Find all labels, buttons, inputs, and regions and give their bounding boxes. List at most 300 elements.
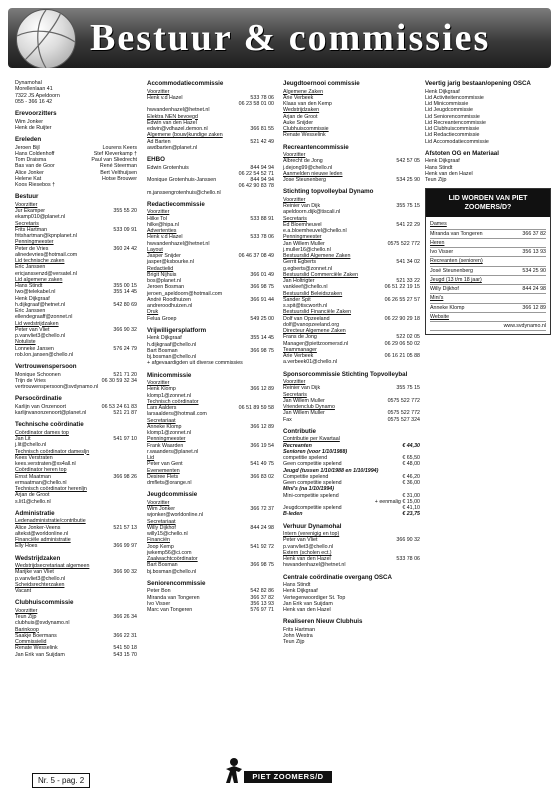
item-text: klomp1@zonnet.nl: [147, 430, 191, 436]
list-item: [430, 267, 546, 276]
item-value: 541 50 18: [113, 645, 137, 652]
item-value: 541 22 29: [396, 221, 420, 228]
item-text: Lid Recreantencommissie: [425, 119, 486, 126]
item-value: € 44,30: [402, 442, 420, 449]
item-text: Jan Willem Muller: [283, 397, 325, 404]
item-value: 355 14 45: [250, 335, 274, 342]
item-text: Contributie per Kwartaal: [283, 436, 340, 443]
item-text: a.verbeek01@chello.nl: [283, 359, 337, 366]
item-value: 549 25 00: [250, 315, 274, 322]
item-text: m.janssengrotenhuis@chello.nl: [147, 189, 221, 196]
item-text: Jan Erik van Suijdam: [15, 651, 65, 658]
item-text: Elektra NEN bevoegd: [147, 113, 198, 120]
item-text: Druk: [147, 309, 159, 316]
item-value: 534 25 90: [522, 267, 546, 274]
item-text: Redactielid: [147, 265, 174, 272]
item-text: Henk van den Hazel: [425, 170, 473, 177]
committee-section: [15, 193, 137, 358]
list-item: [15, 410, 137, 416]
section-title: Veertig jarig bestaan/opening OSCA: [425, 80, 531, 87]
item-text: kees.verstraten@xs4all.nl: [15, 461, 76, 467]
list-item: [430, 248, 546, 257]
item-value: 543 15 70: [113, 651, 137, 658]
item-value: 366 91 44: [250, 296, 274, 303]
item-text: 055 - 366 16 42: [15, 98, 53, 105]
item-value: 576 97 71: [250, 607, 274, 613]
item-text: Jose Steunenberg: [283, 177, 326, 183]
section-title: Wedstrijdzaken: [15, 554, 61, 562]
list-item: [425, 177, 551, 183]
item-text: Hans Stindt: [15, 283, 43, 289]
item-text: willy15@chello.nl: [147, 531, 188, 537]
item-value: 366 26 34: [113, 614, 137, 620]
item-text: Voorzitter: [283, 379, 306, 385]
item-text: Gerrit Egberts: [283, 259, 316, 266]
item-value: 0575 522 772: [387, 410, 420, 417]
item-value: 521 21 87: [113, 410, 137, 416]
item-text: Hans Stindt: [425, 164, 453, 171]
list-item: [147, 316, 274, 322]
item-value: 521 42 49: [250, 138, 274, 145]
committee-section: [283, 144, 420, 184]
committee-section: [283, 428, 420, 518]
list-item: [15, 384, 137, 390]
item-value: 542 82 86: [250, 588, 274, 595]
list-item: [15, 652, 137, 658]
item-text: Voorzitter: [15, 607, 38, 614]
list-item: [430, 257, 546, 266]
item-text: Secretaris: [15, 220, 39, 227]
item-text: Zaalwachtcoördinator: [147, 556, 198, 562]
committee-section: [147, 327, 274, 367]
item-value: 356 13 93: [250, 600, 274, 607]
section-title: Stichting topvolleybal Dynamo: [283, 188, 374, 196]
item-value: € 36,00: [402, 480, 420, 486]
item-text: Frank Waarden: [147, 442, 184, 449]
item-text: Alice Jonker-Veens: [15, 524, 61, 531]
item-value: 356 13 93: [522, 249, 546, 255]
item-text: Jan Willem Muller: [283, 410, 325, 417]
committee-section: [147, 491, 274, 575]
item-text: Eric Janssen: [15, 308, 46, 314]
list-item: [430, 230, 546, 239]
list-item: [15, 352, 137, 358]
item-text: Arie Verbeek: [283, 353, 314, 359]
list-item: [147, 569, 274, 575]
item-text: Monique Grotenhuis-Janssen: [147, 177, 217, 183]
list-item: [430, 285, 546, 294]
infobox-title: LID WORDEN VAN PIET ZOOMERS/D?: [426, 189, 550, 217]
item-text: Voorzitter: [147, 88, 170, 95]
list-item: [147, 360, 274, 366]
item-text: Peter van Vliet: [283, 537, 318, 544]
item-text: Frans de Jong: [283, 334, 317, 341]
item-value: 0575 527 324: [387, 416, 420, 423]
item-text: Recreanten: [283, 442, 312, 449]
item-text: Jeroen Bijl: [15, 144, 40, 151]
item-text: Voorzitter: [15, 201, 38, 208]
item-value: 366 98 75: [250, 347, 274, 354]
item-text: Wedstrijdzaken: [283, 107, 320, 114]
item-text: Eric Janssen: [15, 264, 46, 271]
item-value: 0575 522 772: [387, 397, 420, 404]
item-value: 366 99 97: [113, 543, 137, 550]
committee-section: [283, 80, 420, 139]
item-text: Bas van de Goor: [15, 163, 55, 170]
item-text: larsaalders@hotmail.com: [147, 411, 207, 418]
item-text: j.muller16@chello.nl: [283, 246, 331, 253]
item-text: Ed Bloemheuvel: [283, 221, 322, 228]
item-text: Geen competitie spelend: [283, 480, 342, 486]
item-value: 844 24 98: [522, 286, 546, 292]
item-text: s.spit@tiscworth.nl: [283, 303, 328, 309]
item-text: Desiree Flets: [147, 473, 179, 480]
item-text: Arie Verbeek: [283, 94, 314, 101]
item-text: Elly Hoes: [15, 543, 38, 550]
item-text: Jeugd (tussen 1/10/1988 en 1/10/1994): [283, 467, 379, 474]
committee-section: [15, 363, 137, 390]
item-text: Henk v.d Hazel: [147, 94, 183, 101]
committee-section: [15, 136, 137, 188]
item-text: Intern (verenigig en top): [283, 531, 340, 537]
item-text: Recreanten (senioren): [430, 258, 483, 265]
item-value: € 23,75: [402, 511, 420, 518]
item-text: Lid technische zaken: [15, 258, 65, 264]
item-text: Kees Verstraten: [15, 454, 53, 461]
item-text: Secretaris: [283, 391, 307, 398]
item-value: 06 53 24 61 83: [101, 403, 137, 410]
list-item: [147, 607, 274, 613]
section-title: Recreantencommissie: [283, 143, 349, 151]
item-value: 06 30 59 32 34: [101, 377, 137, 384]
committee-section: [15, 421, 137, 505]
section-title: Administratie: [15, 509, 55, 517]
section-title: Redactiecommissie: [147, 200, 205, 208]
item-value: 533 78 06: [250, 94, 274, 101]
membership-infobox: [425, 188, 551, 335]
item-text: Secretariaat: [147, 417, 176, 424]
item-text: Voorzitter: [283, 196, 306, 203]
committee-section: [15, 555, 137, 595]
item-text: Penningmeester: [147, 436, 186, 443]
item-text: Hilke Tol: [147, 215, 167, 222]
item-text: Saakje Boermans: [15, 632, 57, 639]
item-text: Fax: [283, 416, 292, 423]
section-title: Seniorencommissie: [147, 579, 206, 587]
item-value: 06 51 22 19 15: [384, 284, 420, 291]
item-value: 366 19 54: [250, 442, 274, 449]
item-value: 0575 522 772: [387, 240, 420, 247]
item-text: Koos Riesebos †: [15, 182, 56, 188]
item-value: 366 72 37: [250, 506, 274, 512]
item-value: 366 90 32: [396, 537, 420, 544]
item-value: € 46,20: [402, 473, 420, 480]
item-text: Advertenties: [147, 228, 177, 234]
item-text: Geen competitie spelend: [283, 461, 342, 468]
item-text: Teun Zijp: [425, 177, 447, 183]
item-text: jasper@ksbourke.nl: [147, 259, 194, 266]
page-header: [8, 8, 551, 68]
item-value: 355 14 45: [113, 289, 137, 296]
item-text: Lars Aalders: [147, 405, 177, 411]
item-text: Edwin van den Hazel: [147, 119, 197, 126]
item-text: Brigit Nijhuis: [147, 271, 177, 278]
item-value: 366 98 75: [250, 562, 274, 569]
item-text: Dynamohal: [15, 80, 42, 86]
item-value: 366 12 89: [250, 423, 274, 430]
item-text: Morellenlaan 41: [15, 86, 53, 93]
item-text: 7322 JS Apeldoorn: [15, 92, 60, 99]
item-text: Miranda van Tongeren: [147, 594, 200, 601]
section-title: EHBO: [147, 156, 165, 163]
section-title: Accommodatiecommissie: [147, 80, 224, 87]
item-value: 366 81 55: [250, 126, 274, 132]
list-item: [15, 125, 137, 131]
item-value: 541 34 02: [396, 259, 420, 266]
item-value: 366 98 75: [250, 284, 274, 291]
item-value: + eenmalig € 15,00: [374, 498, 420, 505]
list-item: [283, 607, 420, 613]
item-text: clubhuis@svdynamo.nl: [15, 620, 70, 627]
item-value: 366 37 82: [522, 230, 546, 237]
item-text: Lid Seniorencommissie: [425, 113, 480, 120]
item-text: hwvandenhazel@hetnet.nl: [147, 240, 210, 247]
item-text: Trijn de Vries: [15, 377, 46, 384]
item-value: 844 24 98: [250, 524, 274, 531]
item-text: Frits Hartman: [283, 626, 316, 633]
item-text: karlijnvanonzenoort@planet.nl: [15, 410, 87, 416]
item-text: Alice Jonker: [15, 169, 44, 176]
item-text: Hans Coldenhoff: [15, 150, 55, 157]
section-title: Minicommissie: [147, 371, 192, 379]
volleyball-player-icon: [222, 757, 246, 785]
item-text: Anneke Klomp: [430, 304, 465, 311]
item-text: Clubhuiscommissie: [283, 126, 329, 132]
item-text: Voorzitter: [147, 380, 170, 386]
item-text: Henk Dijkgraaf: [283, 588, 318, 595]
item-value: 06 42 90 83 78: [238, 183, 274, 190]
item-value: 542 80 69: [113, 301, 137, 308]
item-text: Edwin Grotenhuis: [147, 164, 189, 171]
item-text: Technisch coördinator herenljn: [15, 486, 87, 492]
item-text: bj.bosman@chello.nl: [147, 568, 197, 575]
list-item: [147, 145, 274, 151]
item-text: Lid wedstrijdzaken: [15, 320, 59, 327]
item-value: 366 22 31: [113, 632, 137, 639]
committee-section: [283, 574, 420, 614]
item-value: Bert Velthuijsen: [100, 169, 137, 176]
item-text: Dames: [430, 221, 447, 228]
section-title: Bestuur: [15, 193, 39, 201]
item-text: apeldoorn.dijk@tiscali.nl: [283, 209, 341, 216]
item-text: g.egberts@zonnet.nl: [283, 265, 332, 272]
item-text: bos@planet.nl: [147, 278, 181, 284]
item-text: Helene Kat: [15, 175, 42, 182]
list-item: [15, 182, 137, 188]
item-text: Reinier van Dijk: [283, 385, 321, 392]
list-item: [283, 639, 420, 645]
item-text: Lid Minicommissie: [425, 101, 469, 107]
list-item: [430, 239, 546, 248]
item-value: 521 57 13: [113, 524, 137, 531]
item-text: André Roodhuizen: [147, 296, 191, 303]
list-item: [283, 511, 420, 517]
item-text: Vertegenwoordiger St. Top: [283, 594, 346, 601]
committee-section: [15, 599, 137, 658]
item-value: 366 98 26: [113, 473, 137, 480]
item-text: Voorzitter: [147, 499, 170, 506]
committee-section: [147, 201, 274, 322]
item-value: 533 09 91: [113, 226, 137, 233]
item-text: Jan Lit: [15, 436, 31, 442]
item-text: Notuliste: [15, 339, 36, 346]
item-text: r.waanders@planet.nl: [147, 448, 199, 455]
item-value: € 31,00: [402, 492, 420, 499]
item-text: Hans Stindt: [283, 582, 311, 588]
committee-section: [283, 371, 420, 423]
item-value: Paul van Sliedrecht: [91, 157, 137, 163]
item-text: Marijke van Vliet: [15, 569, 54, 576]
item-text: Bart Bosman: [147, 347, 178, 354]
item-text: Ivo Visser: [147, 600, 171, 607]
item-value: 355 75 15: [396, 385, 420, 392]
item-value: 534 25 90: [396, 177, 420, 183]
item-text: Mini-competitie spelend: [283, 492, 339, 499]
item-value: 06 26 55 27 57: [384, 296, 420, 303]
item-value: 576 24 79: [113, 345, 137, 352]
item-text: Teammanager: [283, 346, 317, 353]
list-item: [430, 220, 546, 229]
item-text: Website: [430, 313, 450, 320]
item-text: Bestuurslid Financiële Zaken: [283, 309, 352, 316]
item-value: 355 55 20: [113, 208, 137, 214]
item-value: 366 12 89: [250, 386, 274, 393]
item-text: Lid Redactiecommissie: [425, 132, 480, 139]
committee-section: [283, 618, 420, 645]
item-text: ermaatman@chello.nl: [15, 479, 67, 486]
committee-section: [425, 80, 551, 145]
item-text: j.lit@chello.nl: [15, 442, 47, 449]
item-text: Lid Accomodatiecommissie: [425, 138, 489, 145]
item-text: Technisch coördinator damesljn: [15, 448, 90, 455]
item-text: competitie spelend: [283, 455, 328, 461]
item-text: klomp1@zonnet.nl: [147, 392, 191, 399]
item-text: Penningmeester: [15, 239, 54, 246]
item-text: Henk Dijkgraaf: [147, 335, 182, 342]
item-text: Jan Willem Muller: [283, 240, 325, 247]
item-text: j.dejong99@chello.nl: [283, 164, 333, 171]
item-text: Wim Jonker: [147, 506, 175, 512]
committee-section: [15, 80, 137, 105]
item-text: Algemene (bouw)kundige zaken: [147, 132, 223, 139]
item-value: € 41,10: [402, 505, 420, 511]
item-text: Monique Schoonen: [15, 371, 61, 378]
column-2: [147, 80, 274, 618]
item-text: Frits Hartman: [15, 226, 48, 233]
list-item: [430, 304, 546, 313]
item-text: Jan Erik van Suijdam: [283, 600, 333, 607]
list-item: [430, 313, 546, 322]
list-item: [430, 276, 546, 285]
section-title: Contributie: [283, 427, 316, 435]
item-text: Jeroen Bosman: [147, 284, 185, 291]
item-text: Barinkoop: [15, 626, 39, 633]
list-item: [425, 139, 551, 145]
item-text: wjonker@worldonline.nl: [147, 512, 204, 519]
item-text: Peter van Vliet: [15, 326, 50, 333]
item-text: Evenementen: [147, 467, 180, 474]
item-value: 360 24 42: [113, 245, 137, 252]
list-item: [15, 543, 137, 549]
section-title: Vertrouwenspersoon: [15, 363, 77, 370]
list-item: [283, 177, 420, 183]
item-text: hilke@hipa.nl: [147, 221, 179, 228]
item-value: 06 22 54 52 71: [238, 170, 274, 177]
column-4: [425, 80, 551, 335]
item-text: dolf@vanopzeeland.org: [283, 321, 340, 328]
item-value: www.svdynamo.nl: [503, 323, 546, 329]
item-text: Iwo@telekabel.nl: [15, 289, 56, 296]
committee-section: [147, 156, 274, 196]
item-text: Secretaris: [283, 215, 307, 222]
item-value: 541 92 72: [250, 543, 274, 550]
item-text: andreroodhuizen.nl: [147, 303, 193, 309]
item-text: Extern (scholen ect.): [283, 549, 332, 556]
item-text: ericjanssenzd@versatel.nl: [15, 270, 77, 277]
section-title: Technische coördinatie: [15, 421, 84, 429]
list-item: [430, 294, 546, 303]
item-text: Teun Zijp: [15, 614, 37, 620]
item-text: Lid Jeugdcommissie: [425, 107, 473, 114]
item-text: Coördinator dames top: [15, 429, 69, 436]
item-text: Technisch coördinator: [147, 398, 199, 405]
item-text: Coördinator heren top: [15, 467, 67, 474]
item-text: Jur Ekamper: [15, 208, 46, 214]
item-value: Hotse Brouwer: [101, 175, 137, 182]
list-item: [430, 322, 546, 331]
item-text: Arjan de Groot: [283, 113, 318, 120]
item-value: 844 94 94: [250, 164, 274, 171]
item-text: Commissielid: [15, 639, 47, 645]
item-value: 542 57 05: [396, 158, 420, 165]
item-text: Lonneke Jansen: [15, 345, 54, 352]
item-text: e.a.bloemheuvel@chello.nl: [283, 228, 347, 234]
item-text: Senioren (voor 1/10/1988): [283, 448, 348, 455]
item-value: Lourens Keers: [102, 144, 137, 151]
item-text: edwin@vdhazel.demon.nl: [147, 126, 208, 132]
item-text: Jeugd (13 t/m 18 jaar): [430, 276, 482, 283]
item-text: rob.lon.jansen@chello.nl: [15, 351, 74, 358]
item-text: Marc van Tongeren: [147, 607, 193, 613]
item-value: 355 75 15: [396, 203, 420, 209]
section-title: Centrale coördinatie overgang OSCA: [283, 573, 392, 581]
item-text: Felua Groep: [147, 315, 177, 322]
item-text: ellendegraaff@zonnet.nl: [15, 314, 73, 321]
item-text: Peter van Gent: [147, 461, 183, 468]
item-value: 06 51 89 59 58: [238, 405, 274, 411]
section-title: Jeugdtoernooi commissie: [283, 80, 360, 87]
item-text: vankleef@chello.nl: [283, 284, 328, 291]
item-text: Renate Wesselink: [283, 132, 326, 139]
item-text: Henk Dijkgraaf: [425, 158, 460, 165]
item-text: Albrecht de Jong: [283, 158, 323, 165]
item-text: Sander Spit: [283, 296, 311, 303]
item-text: Peter Bon: [147, 588, 171, 595]
item-text: Voorzitter: [283, 152, 306, 158]
item-text: Willy Dijkhof: [147, 524, 176, 531]
item-text: Klaas van den Kemp: [283, 101, 332, 107]
item-text: Henk Klomp: [147, 386, 176, 393]
